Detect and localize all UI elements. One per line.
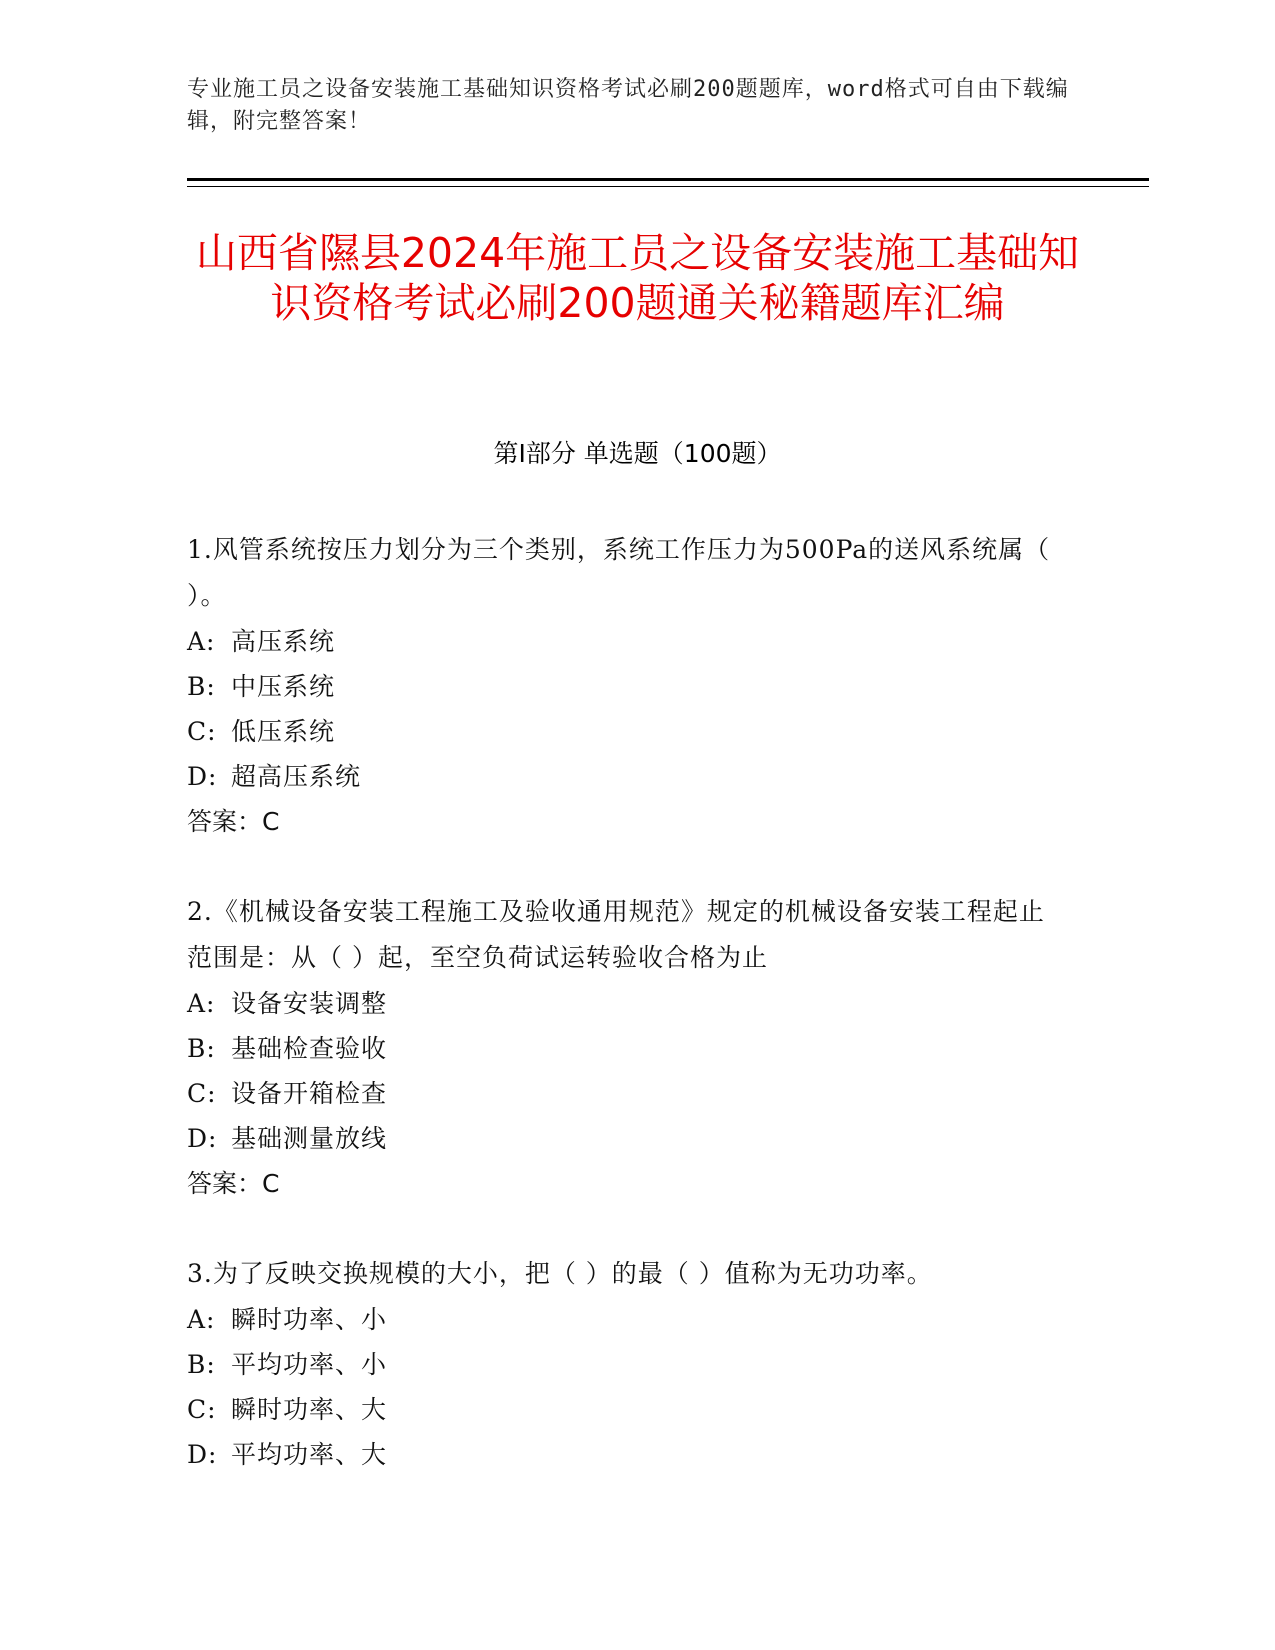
option-b: [187, 1342, 1067, 1387]
question-stem: 1.风管系统按压力划分为三个类别，系统工作压力为500Pa的送风系统属（ ）。: [187, 535, 1051, 610]
question-3: [187, 1251, 1067, 1477]
option-key: B:: [187, 672, 216, 701]
option-key: B:: [187, 1350, 216, 1379]
question-2: [187, 889, 1067, 1207]
option-c: [187, 1071, 1067, 1116]
option-text: 平均功率、大: [231, 1440, 388, 1469]
option-key: C:: [187, 1079, 217, 1108]
answer-line: 答案：C: [187, 1169, 280, 1198]
option-text: 高压系统: [231, 627, 336, 656]
option-d: [187, 754, 1067, 799]
option-d: [187, 1116, 1067, 1161]
document-title: 山西省隰县2024年施工员之设备安装施工基础知识资格考试必刷200题通关秘籍题库汇编: [195, 229, 1080, 327]
answer-line: 答案：C: [187, 807, 280, 836]
option-key: D:: [187, 1124, 218, 1153]
question-stem: 2.《机械设备安装工程施工及验收通用规范》规定的机械设备安装工程起止范围是：从（ ）起，至空负荷试运转验收合格为止: [187, 897, 1045, 972]
header-note: 专业施工员之设备安装施工基础知识资格考试必刷200题题库，word格式可自由下载编辑，附完整答案！: [187, 77, 1069, 134]
option-text: 平均功率、小: [231, 1350, 388, 1379]
option-key: A:: [187, 989, 216, 1018]
option-d: [187, 1432, 1067, 1477]
option-key: A:: [187, 627, 216, 656]
option-key: D:: [187, 1440, 218, 1469]
option-text: 超高压系统: [231, 762, 362, 791]
option-text: 中压系统: [231, 672, 336, 701]
option-b: [187, 1026, 1067, 1071]
option-text: 低压系统: [231, 717, 336, 746]
option-text: 瞬时功率、大: [231, 1395, 388, 1424]
question-list: [187, 527, 1067, 1521]
option-key: A:: [187, 1305, 216, 1334]
option-text: 瞬时功率、小: [231, 1305, 388, 1334]
option-text: 基础测量放线: [231, 1124, 388, 1153]
option-a: [187, 1297, 1067, 1342]
option-c: [187, 709, 1067, 754]
option-text: 基础检查验收: [231, 1034, 388, 1063]
option-key: C:: [187, 717, 217, 746]
option-a: [187, 619, 1067, 664]
option-key: B:: [187, 1034, 216, 1063]
option-text: 设备开箱检查: [231, 1079, 388, 1108]
question-1: [187, 527, 1067, 845]
option-c: [187, 1387, 1067, 1432]
option-key: C:: [187, 1395, 217, 1424]
header-rule-thick: [187, 178, 1149, 181]
option-a: [187, 981, 1067, 1026]
option-b: [187, 664, 1067, 709]
option-text: 设备安装调整: [231, 989, 388, 1018]
header-rule-thin: [187, 186, 1149, 187]
section-heading: 第Ⅰ部分 单选题（100题）: [493, 439, 782, 468]
question-stem: 3.为了反映交换规模的大小，把（ ）的最（ ）值称为无功功率。: [187, 1259, 933, 1288]
option-key: D:: [187, 762, 218, 791]
